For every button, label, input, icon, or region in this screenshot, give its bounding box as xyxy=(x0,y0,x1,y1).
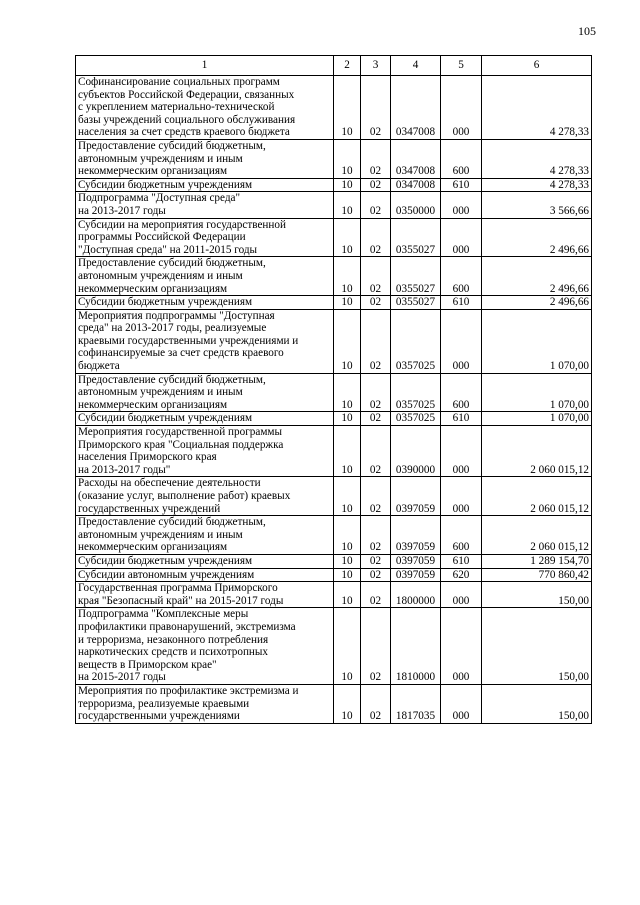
target-article-cell: 1810000 xyxy=(391,608,441,685)
subsection-code-cell: 02 xyxy=(361,76,391,140)
amount-cell: 770 860,42 xyxy=(482,568,592,582)
amount-cell: 2 496,66 xyxy=(482,296,592,310)
amount-cell: 4 278,33 xyxy=(482,76,592,140)
budget-table xyxy=(75,55,592,724)
expense-name-cell: Подпрограмма "Комплексные меры профилактики правонарушений, экстремизма и терроризма, незаконного потребления наркотических средств и психотропных веществ в Приморском крае" на 2015-2017 годы xyxy=(76,608,334,685)
subsection-code-cell: 02 xyxy=(361,412,391,426)
amount-cell: 4 278,33 xyxy=(482,178,592,192)
expense-name-cell: Предоставление субсидий бюджетным, автономным учреждениям и иным некоммерческим организациям xyxy=(76,257,334,296)
target-article-cell: 0355027 xyxy=(391,257,441,296)
section-code-cell: 10 xyxy=(334,218,361,257)
expense-name-cell: Государственная программа Приморского края "Безопасный край" на 2015-2017 годы xyxy=(76,582,334,608)
subsection-code-cell: 02 xyxy=(361,684,391,723)
expense-type-cell: 610 xyxy=(441,412,482,426)
section-code-cell: 10 xyxy=(334,139,361,178)
amount-cell: 1 289 154,70 xyxy=(482,554,592,568)
expense-type-cell: 000 xyxy=(441,582,482,608)
expense-name-cell: Предоставление субсидий бюджетным, автономным учреждениям и иным некоммерческим организациям xyxy=(76,516,334,555)
table-row xyxy=(76,373,592,412)
section-code-cell: 10 xyxy=(334,554,361,568)
table-row xyxy=(76,582,592,608)
target-article-cell: 0397059 xyxy=(391,477,441,516)
amount-cell: 2 060 015,12 xyxy=(482,477,592,516)
table-row xyxy=(76,684,592,723)
expense-name-cell: Субсидии бюджетным учреждениям xyxy=(76,178,334,192)
table-header-row xyxy=(76,56,592,76)
expense-name-cell: Расходы на обеспечение деятельности (оказание услуг, выполнение работ) краевых государственных учреждений xyxy=(76,477,334,516)
target-article-cell: 0397059 xyxy=(391,516,441,555)
target-article-cell: 0347008 xyxy=(391,76,441,140)
amount-cell: 1 070,00 xyxy=(482,309,592,373)
amount-cell: 4 278,33 xyxy=(482,139,592,178)
table-row xyxy=(76,554,592,568)
expense-type-cell: 000 xyxy=(441,218,482,257)
expense-name-cell: Предоставление субсидий бюджетным, автономным учреждениям и иным некоммерческим организациям xyxy=(76,139,334,178)
table-row xyxy=(76,477,592,516)
target-article-cell: 0350000 xyxy=(391,192,441,218)
expense-type-cell: 610 xyxy=(441,178,482,192)
expense-type-cell: 000 xyxy=(441,76,482,140)
expense-name-cell: Софинансирование социальных программ субъектов Российской Федерации, связанных с укреплением материально-технической базы учреждений социального обслуживания населения за счет средств краевого бюджета xyxy=(76,76,334,140)
section-code-cell: 10 xyxy=(334,568,361,582)
subsection-code-cell: 02 xyxy=(361,296,391,310)
expense-type-cell: 000 xyxy=(441,426,482,477)
table-row xyxy=(76,192,592,218)
expense-name-cell: Подпрограмма "Доступная среда" на 2013-2017 годы xyxy=(76,192,334,218)
amount-cell: 3 566,66 xyxy=(482,192,592,218)
target-article-cell: 0357025 xyxy=(391,309,441,373)
table-row xyxy=(76,139,592,178)
amount-cell: 1 070,00 xyxy=(482,412,592,426)
amount-cell: 1 070,00 xyxy=(482,373,592,412)
section-code-cell: 10 xyxy=(334,373,361,412)
expense-type-cell: 600 xyxy=(441,139,482,178)
table-row xyxy=(76,309,592,373)
amount-cell: 2 496,66 xyxy=(482,218,592,257)
section-code-cell: 10 xyxy=(334,412,361,426)
subsection-code-cell: 02 xyxy=(361,516,391,555)
target-article-cell: 0397059 xyxy=(391,568,441,582)
expense-name-cell: Субсидии бюджетным учреждениям xyxy=(76,296,334,310)
subsection-code-cell: 02 xyxy=(361,257,391,296)
column-header-1: 1 xyxy=(76,56,334,76)
subsection-code-cell: 02 xyxy=(361,139,391,178)
target-article-cell: 1817035 xyxy=(391,684,441,723)
section-code-cell: 10 xyxy=(334,582,361,608)
expense-name-cell: Предоставление субсидий бюджетным, автономным учреждениям и иным некоммерческим организациям xyxy=(76,373,334,412)
subsection-code-cell: 02 xyxy=(361,309,391,373)
amount-cell: 2 060 015,12 xyxy=(482,516,592,555)
table-row xyxy=(76,568,592,582)
expense-name-cell: Субсидии автономным учреждениям xyxy=(76,568,334,582)
column-header-4: 4 xyxy=(391,56,441,76)
column-header-6: 6 xyxy=(482,56,592,76)
section-code-cell: 10 xyxy=(334,296,361,310)
section-code-cell: 10 xyxy=(334,426,361,477)
amount-cell: 2 060 015,12 xyxy=(482,426,592,477)
expense-type-cell: 620 xyxy=(441,568,482,582)
section-code-cell: 10 xyxy=(334,178,361,192)
section-code-cell: 10 xyxy=(334,257,361,296)
table-row xyxy=(76,76,592,140)
expense-name-cell: Субсидии бюджетным учреждениям xyxy=(76,412,334,426)
expense-type-cell: 000 xyxy=(441,477,482,516)
section-code-cell: 10 xyxy=(334,608,361,685)
subsection-code-cell: 02 xyxy=(361,582,391,608)
expense-type-cell: 000 xyxy=(441,684,482,723)
target-article-cell: 1800000 xyxy=(391,582,441,608)
table-row xyxy=(76,516,592,555)
expense-name-cell: Субсидии бюджетным учреждениям xyxy=(76,554,334,568)
section-code-cell: 10 xyxy=(334,516,361,555)
expense-name-cell: Мероприятия подпрограммы "Доступная среда" на 2013-2017 годы, реализуемые краевыми государственными учреждениями и софинансируемые за счет средств краевого бюджета xyxy=(76,309,334,373)
table-row xyxy=(76,218,592,257)
expense-type-cell: 000 xyxy=(441,192,482,218)
column-header-2: 2 xyxy=(334,56,361,76)
table-row xyxy=(76,608,592,685)
amount-cell: 150,00 xyxy=(482,684,592,723)
target-article-cell: 0390000 xyxy=(391,426,441,477)
expense-name-cell: Субсидии на мероприятия государственной программы Российской Федерации "Доступная среда" на 2011-2015 годы xyxy=(76,218,334,257)
column-header-3: 3 xyxy=(361,56,391,76)
target-article-cell: 0347008 xyxy=(391,139,441,178)
target-article-cell: 0357025 xyxy=(391,412,441,426)
subsection-code-cell: 02 xyxy=(361,192,391,218)
column-header-5: 5 xyxy=(441,56,482,76)
table-row xyxy=(76,178,592,192)
expense-name-cell: Мероприятия по профилактике экстремизма и терроризма, реализуемые краевыми государственными учреждениями xyxy=(76,684,334,723)
subsection-code-cell: 02 xyxy=(361,178,391,192)
expense-type-cell: 000 xyxy=(441,608,482,685)
subsection-code-cell: 02 xyxy=(361,477,391,516)
subsection-code-cell: 02 xyxy=(361,608,391,685)
expense-type-cell: 600 xyxy=(441,516,482,555)
table-row xyxy=(76,257,592,296)
section-code-cell: 10 xyxy=(334,309,361,373)
section-code-cell: 10 xyxy=(334,192,361,218)
expense-type-cell: 610 xyxy=(441,554,482,568)
amount-cell: 2 496,66 xyxy=(482,257,592,296)
section-code-cell: 10 xyxy=(334,76,361,140)
expense-type-cell: 600 xyxy=(441,373,482,412)
expense-type-cell: 600 xyxy=(441,257,482,296)
subsection-code-cell: 02 xyxy=(361,218,391,257)
table-row xyxy=(76,296,592,310)
expense-type-cell: 610 xyxy=(441,296,482,310)
amount-cell: 150,00 xyxy=(482,608,592,685)
expense-name-cell: Мероприятия государственной программы Приморского края "Социальная поддержка населения Приморского края на 2013-2017 годы" xyxy=(76,426,334,477)
target-article-cell: 0355027 xyxy=(391,218,441,257)
table-row xyxy=(76,426,592,477)
target-article-cell: 0355027 xyxy=(391,296,441,310)
table-row xyxy=(76,412,592,426)
target-article-cell: 0357025 xyxy=(391,373,441,412)
subsection-code-cell: 02 xyxy=(361,554,391,568)
section-code-cell: 10 xyxy=(334,477,361,516)
section-code-cell: 10 xyxy=(334,684,361,723)
target-article-cell: 0397059 xyxy=(391,554,441,568)
subsection-code-cell: 02 xyxy=(361,426,391,477)
amount-cell: 150,00 xyxy=(482,582,592,608)
target-article-cell: 0347008 xyxy=(391,178,441,192)
table-body xyxy=(76,76,592,724)
subsection-code-cell: 02 xyxy=(361,373,391,412)
subsection-code-cell: 02 xyxy=(361,568,391,582)
page-number: 105 xyxy=(578,24,596,38)
expense-type-cell: 000 xyxy=(441,309,482,373)
